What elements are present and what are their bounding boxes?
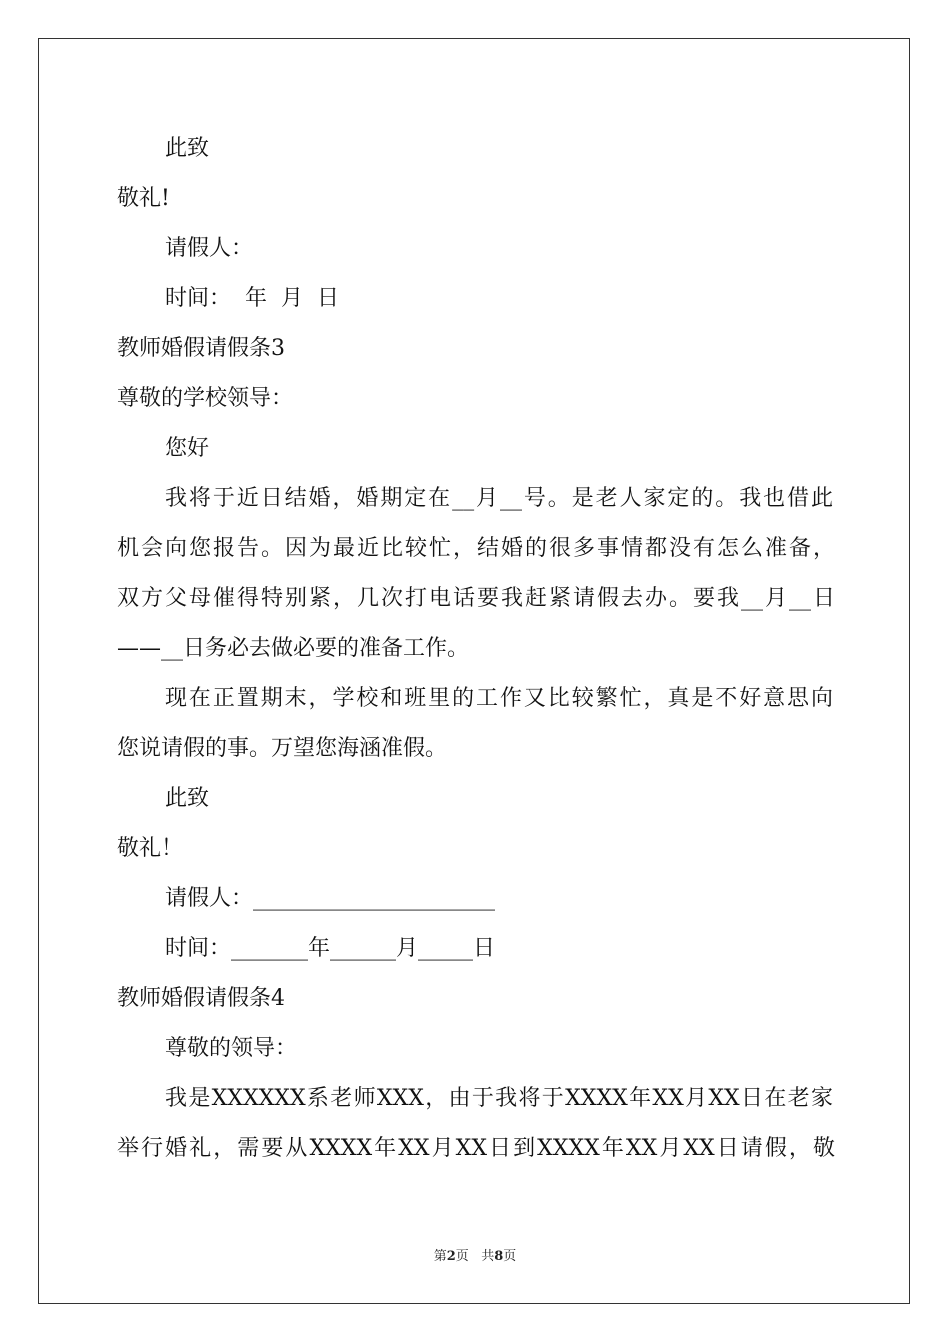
salutation: 敬礼! <box>117 186 170 211</box>
footer-prefix: 第 <box>433 1249 447 1264</box>
date-label: 时间： 年 月 日 <box>165 286 339 311</box>
total-pages-number: 8 <box>494 1249 504 1264</box>
salutation: 敬礼！ <box>117 836 184 861</box>
section-heading-3: 教师婚假请假条3 <box>117 336 285 361</box>
date-label: 时间：_______年______月_____日 <box>165 936 496 961</box>
current-page-number: 2 <box>446 1249 456 1264</box>
addressee: 尊敬的学校领导： <box>117 386 294 411</box>
body-paragraph-line: 机会向您报告。因为最近比较忙，结婚的很多事情都没有怎么准备， <box>117 536 835 561</box>
page-footer <box>0 1245 950 1264</box>
applicant-label: 请假人：______________________ <box>165 886 496 911</box>
body-paragraph-line: 我是XXXXXX系老师XXX，由于我将于XXXX年XX月XX日在老家 <box>165 1086 833 1111</box>
body-paragraph-line: 双方父母催得特别紧，几次打电话要我赶紧请假去办。要我__月__日 <box>117 586 835 611</box>
footer-suffix: 页 <box>503 1249 517 1264</box>
closing-phrase: 此致 <box>165 786 210 811</box>
closing-phrase: 此致 <box>165 136 210 161</box>
greeting: 您好 <box>165 436 210 461</box>
body-paragraph-line: 举行婚礼，需要从XXXX年XX月XX日到XXXX年XX月XX日请假，敬 <box>117 1136 835 1161</box>
applicant-label: 请假人： <box>165 236 254 261</box>
page-border <box>38 38 910 1304</box>
body-paragraph-line: 现在正置期末，学校和班里的工作又比较繁忙，真是不好意思向 <box>165 686 833 711</box>
body-paragraph-line: 您说请假的事。万望您海涵准假。 <box>117 736 448 761</box>
footer-mid: 页 共 <box>455 1249 495 1264</box>
addressee: 尊敬的领导： <box>165 1036 298 1061</box>
section-heading-4: 教师婚假请假条4 <box>117 986 285 1011</box>
body-paragraph-line: ——__日务必去做必要的准备工作。 <box>117 636 470 661</box>
body-paragraph-line: 我将于近日结婚，婚期定在__月__号。是老人家定的。我也借此 <box>165 486 833 511</box>
